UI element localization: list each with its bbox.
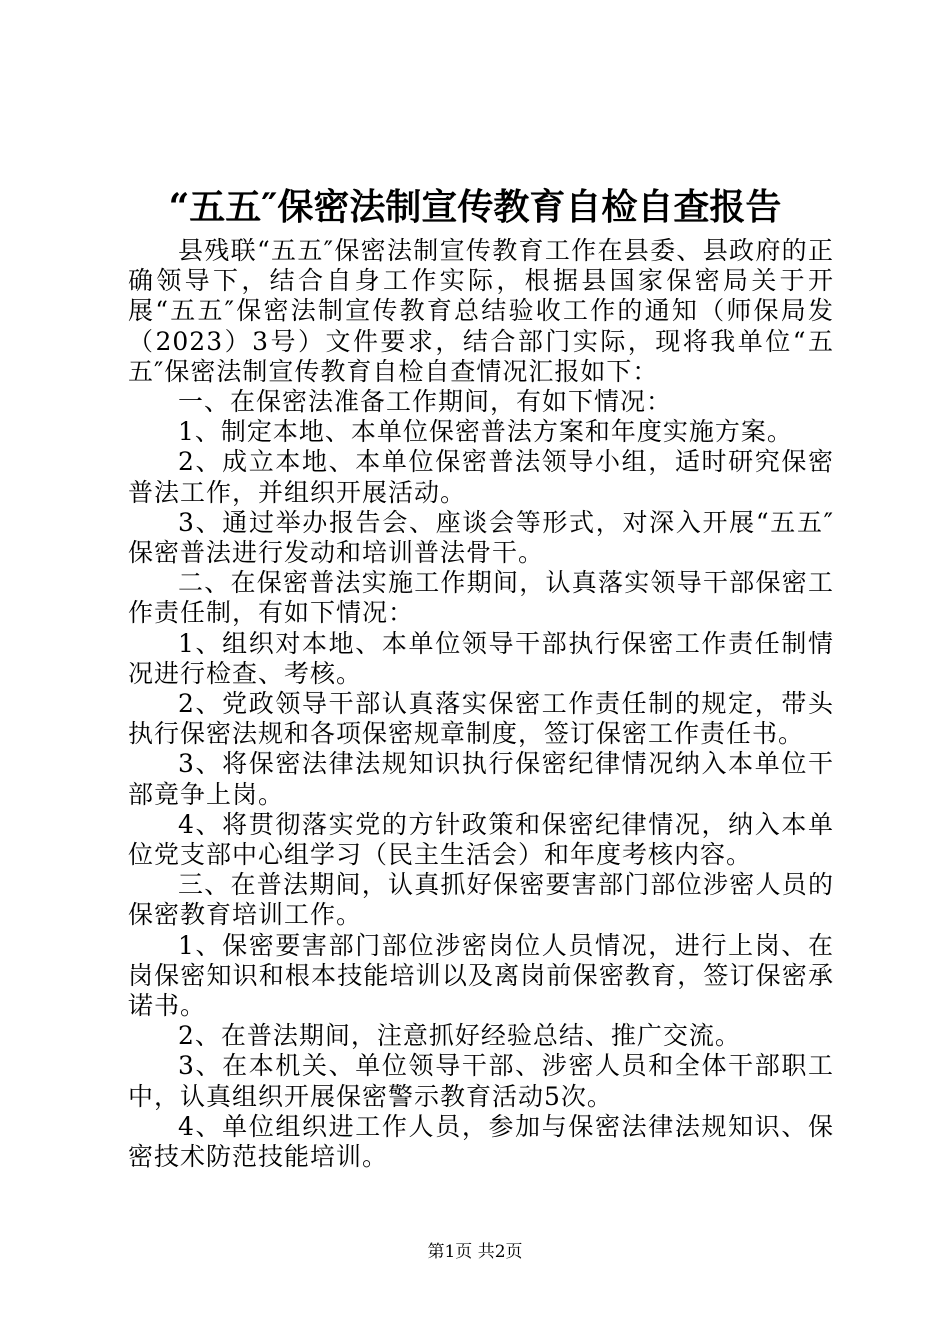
paragraph: 3、通过举办报告会、座谈会等形式，对深入开展“五五″保密普法进行发动和培训普法骨干。 — [128, 507, 834, 568]
paragraph: 2、党政领导干部认真落实保密工作责任制的规定，带头执行保密法规和各项保密规章制度，签订保密工作责任书。 — [128, 689, 834, 749]
section-heading-3: 三、在普法期间，认真抓好保密要害部门部位涉密人员的保密教育培训工作。 — [128, 870, 834, 930]
paragraph: 1、组织对本地、本单位领导干部执行保密工作责任制情况进行检查、考核。 — [128, 628, 834, 688]
document-body — [128, 236, 834, 1172]
paragraph: 4、将贯彻落实党的方针政策和保密纪律情况，纳入本单位党支部中心组学习（民主生活会）和年度考核内容。 — [128, 809, 834, 870]
paragraph: 1、制定本地、本单位保密普法方案和年度实施方案。 — [178, 417, 793, 447]
paragraph: 2、在普法期间，注意抓好经验总结、推广交流。 — [178, 1021, 741, 1051]
paragraph: 3、将保密法律法规知识执行保密纪律情况纳入本单位干部竟争上岗。 — [128, 749, 834, 809]
document-title: “五五″保密法制宣传教育自检自查报告 — [168, 186, 782, 228]
section-heading-2: 二、在保密普法实施工作期间，认真落实领导干部保密工作责任制，有如下情况： — [128, 568, 834, 628]
paragraph: 1、保密要害部门部位涉密岗位人员情况，进行上岗、在岗保密知识和根本技能培训以及离岗前保密教育，签订保密承诺书。 — [128, 930, 834, 1021]
page-number-footer: 第1页 共2页 — [427, 1242, 523, 1262]
paragraph: 3、在本机关、单位领导干部、涉密人员和全体干部职工中，认真组织开展保密警示教育活动5次。 — [128, 1051, 834, 1111]
paragraph: 2、成立本地、本单位保密普法领导小组，适时研究保密普法工作，并组织开展活动。 — [128, 447, 834, 507]
paragraph: 4、单位组织进工作人员，参加与保密法律法规知识、保密技术防范技能培训。 — [128, 1111, 834, 1172]
section-heading-1: 一、在保密法准备工作期间，有如下情况： — [178, 387, 673, 417]
paragraph-intro: 县残联“五五″保密法制宣传教育工作在县委、县政府的正确领导下，结合自身工作实际，根据县国家保密局关于开展“五五″保密法制宣传教育总结验收工作的通知（师保局发（2023）3号）文件要求，结合部门实际，现将我单位“五五″保密法制宣传教育自检自查情况汇报如下： — [128, 236, 834, 386]
